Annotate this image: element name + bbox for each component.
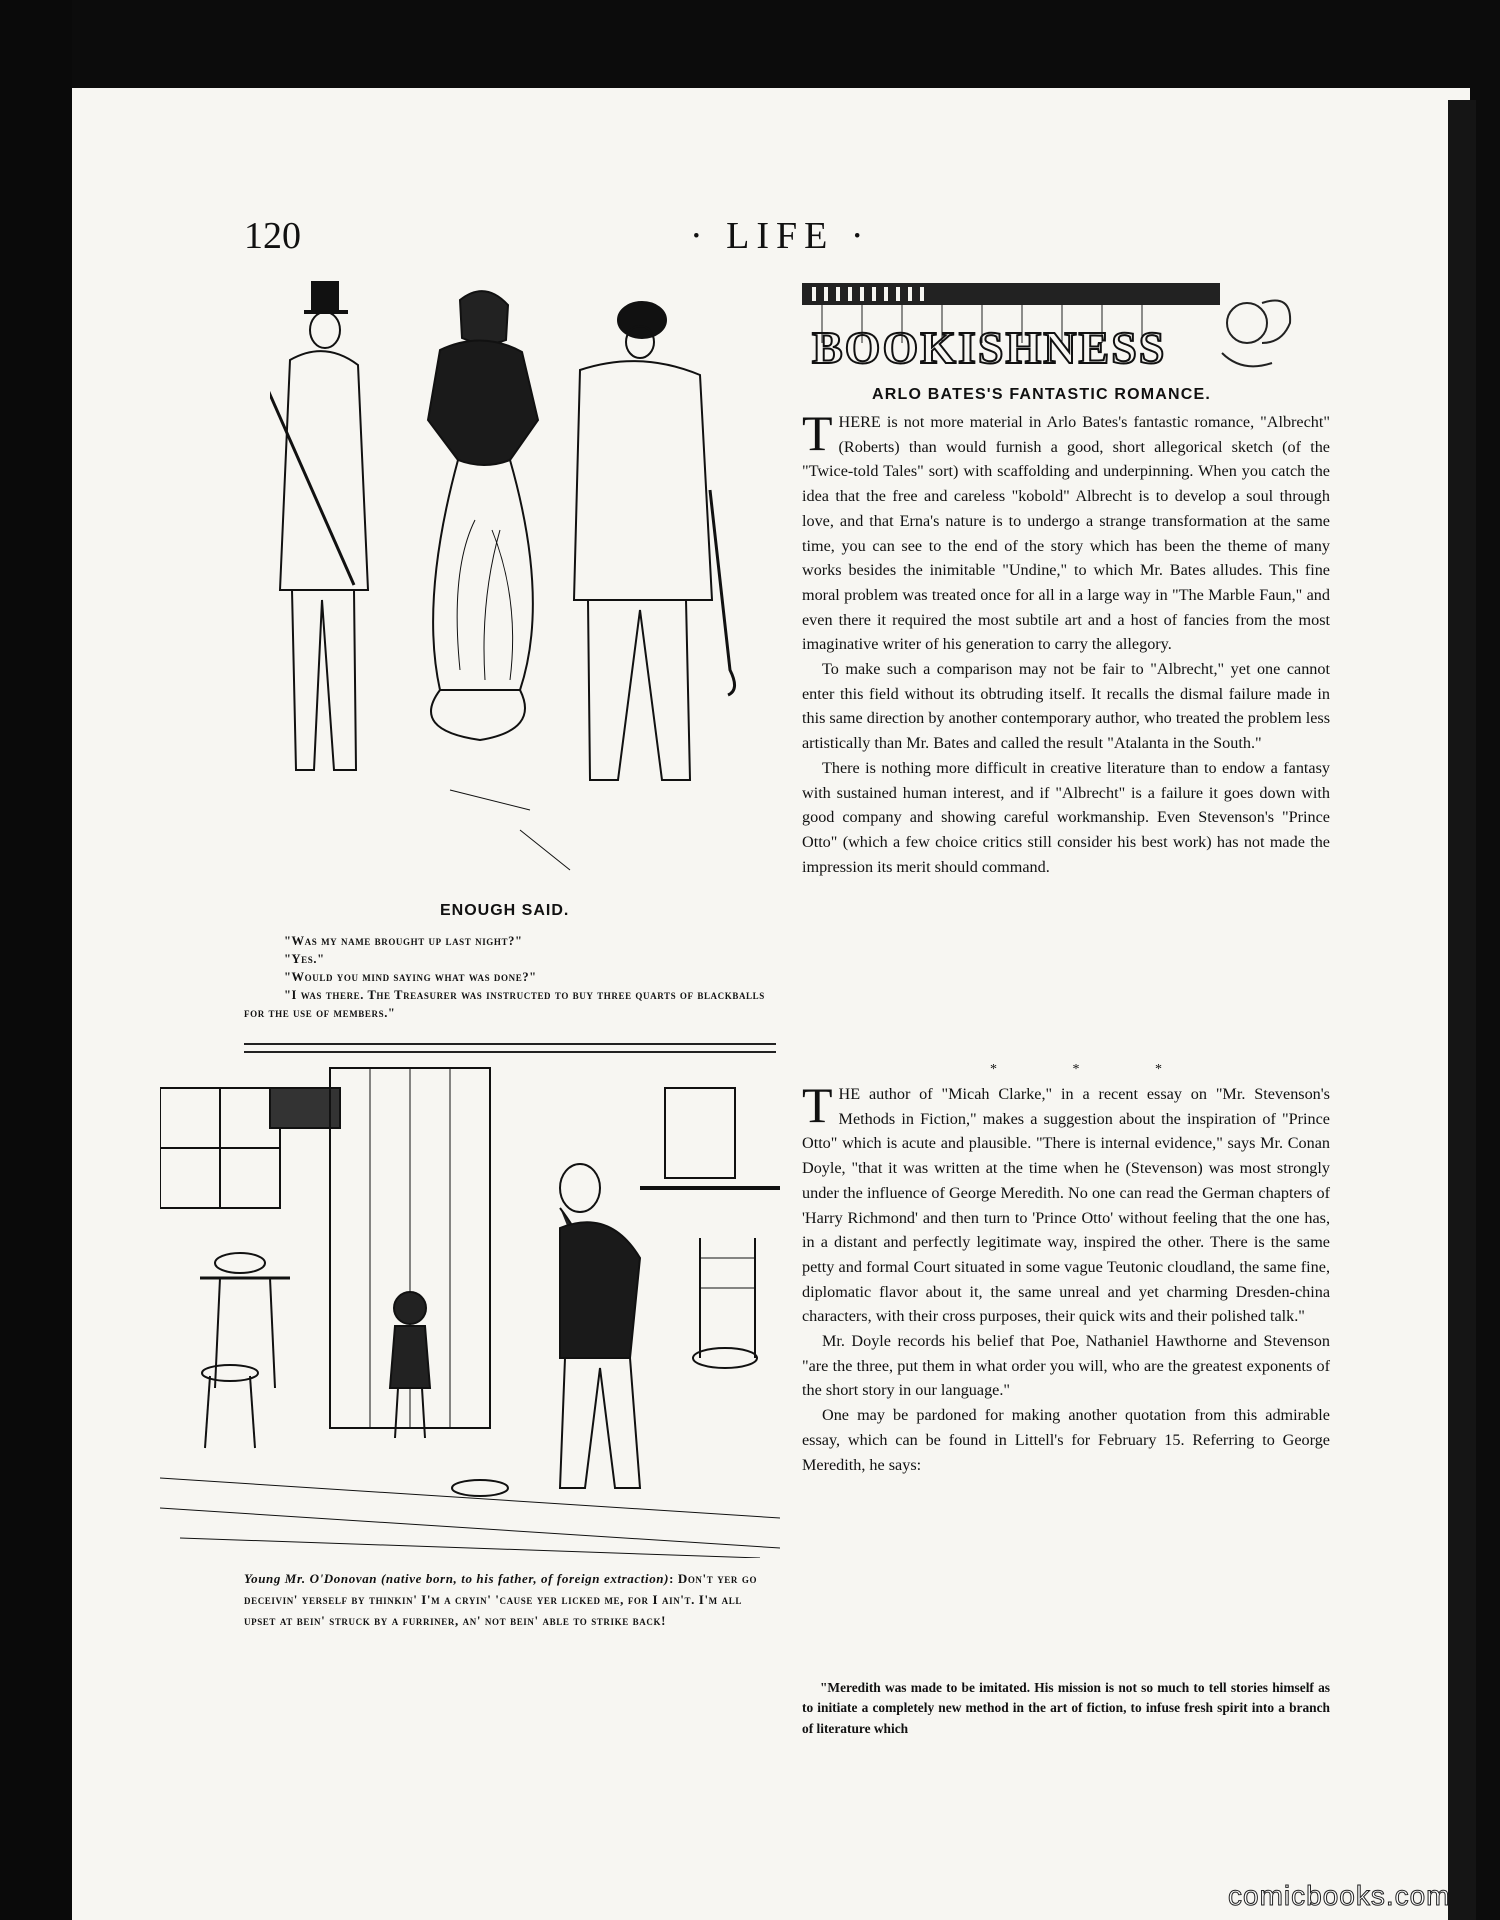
article-paragraph: THE author of "Micah Clarke," in a recent essay on "Mr. Stevenson's Methods in Fiction," makes a suggestion about the inspiration of "Prince Otto" which is acute and plausible. "There is internal evidence," says Mr. Conan Doyle, "that it was written at the time when he (Stevenson) was most strongly under the influence of George Meredith. No one can read the German chapters of 'Harry Richmond' and then turn to 'Prince Otto' without feeling that the one has, in a distant and perfectly legitimate way, inspired the other. There is the same petty and formal Court situated in some vague Teutonic cloudland, the same fine, diplomatic flavor about it, the same unreal and yet charming Dresden-china characters, with their cross purposes, their quick wits and their polished talk.": [802, 1077, 1330, 1326]
watermark-text: comicbooks.com: [1228, 1880, 1451, 1911]
dialog-line: "I was there. The Treasurer was instructed to buy three quarts of blackballs for the use of members.": [244, 988, 765, 1020]
masthead-title: · LIFE ·: [690, 215, 871, 257]
caption-speech: : Don't yer go deceivin' yerself by thinkin' I'm a cryin' 'cause yer licked me, for I ain't. I'm all upset at bein' struck by a furriner, an' not bein' able to strike back!: [244, 1571, 758, 1628]
quote-text: "Meredith was made to be imitated. His mission is not so much to tell stories himself as to initiate a completely new method in the art of fiction, to infuse fresh spirit into a branch of literature which: [802, 1680, 1330, 1736]
dialog-line: "Would you mind saying what was done?": [284, 970, 537, 984]
dialog-line: "Yes.": [284, 952, 325, 966]
article-paragraph: There is nothing more difficult in creative literature than to endow a fantasy with sustained human interest, and if "Albrecht" is a failure it goes down with good company and showing careful workmanship. Even Stevenson's "Prince Otto" (which a few choice critics still consider his best work) has not made the impression its merit should command.: [802, 758, 1330, 876]
article-column-top: [802, 405, 1330, 879]
illustration-kitchen-scene: [160, 1058, 780, 1558]
cartoon-title: ENOUGH SAID.: [440, 902, 570, 919]
article-paragraph: Mr. Doyle records his belief that Poe, Nathaniel Hawthorne and Stevenson "are the three, put them in what order you will, who are the greatest exponents of the short story in our language.": [802, 1332, 1330, 1400]
header-art-lettering: BOOKISHNESS: [812, 322, 1167, 373]
scan-border: [0, 0, 72, 1920]
block-quote: [802, 1678, 1330, 1739]
drop-cap: T: [802, 405, 833, 461]
article-column-bottom: [802, 1077, 1330, 1477]
page-number: 120: [244, 215, 301, 257]
cartoon-dialog: [244, 932, 776, 1022]
article-paragraph: To make such a comparison may not be fair to "Albrecht," yet one cannot enter this field without its obtruding itself. It recalls the dismal failure made in this same direction by another contemporary author, who treated the problem less artistically than Mr. Bates and called the result "Atalanta in the South.": [802, 660, 1330, 753]
illustration-three-figures: [270, 270, 770, 885]
caption-speaker: Young Mr. O'Donovan (native born, to his father, of foreign extraction): [244, 1571, 670, 1586]
lower-cartoon-caption: [244, 1568, 776, 1631]
bookishness-header-art: [802, 283, 1297, 379]
article-title: ARLO BATES'S FANTASTIC ROMANCE.: [872, 386, 1212, 403]
double-rule-divider: [244, 1043, 776, 1053]
section-divider-stars: * * *: [990, 1062, 1198, 1077]
drop-cap: T: [802, 1077, 833, 1133]
page-binding-edge: [1448, 100, 1476, 1920]
article-paragraph: One may be pardoned for making another quotation from this admirable essay, which can be found in Littell's for February 15. Referring to George Meredith, he says:: [802, 1406, 1330, 1474]
article-paragraph: THERE is not more material in Arlo Bates's fantastic romance, "Albrecht" (Roberts) than would furnish a good, short allegorical sketch (of the "Twice-told Tales" sort) with scaffolding and underpinning. When you catch the idea that the free and careless "kobold" Albrecht is to develop a soul through love, and that Erna's nature is to undergo a strange transformation at the same time, you can see to the end of the story which has been the theme of many works besides the inimitable "Undine," to which Mr. Bates alludes. This fine moral problem was treated once for all in a large way in "The Marble Faun," and even there it required the most subtile art and a host of fancies from the most imaginative writer of his generation to carry the allegory.: [802, 405, 1330, 654]
dialog-line: "Was my name brought up last night?": [284, 934, 523, 948]
